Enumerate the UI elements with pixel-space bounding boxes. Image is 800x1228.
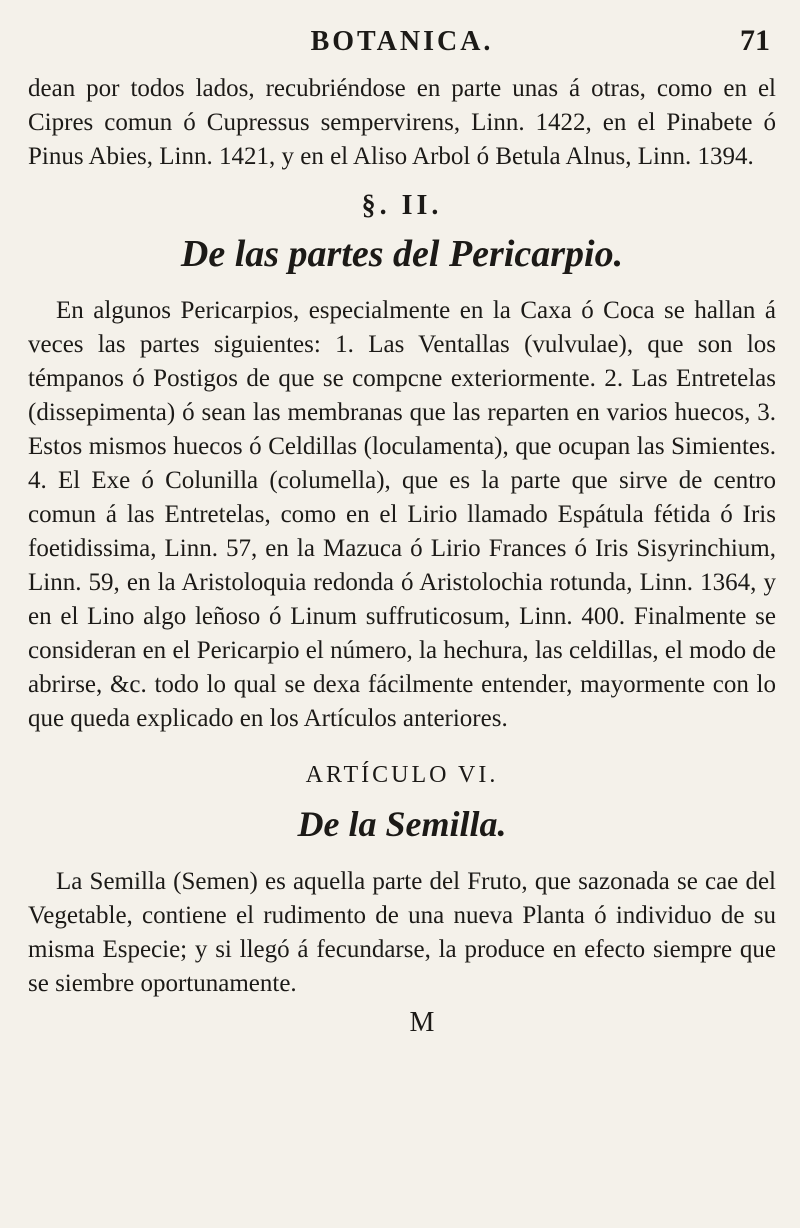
article-title: De la Semilla.: [297, 804, 507, 844]
page-number: 71: [740, 24, 770, 57]
book-page: [28, 18, 776, 1039]
section-mark: §. II.: [361, 190, 443, 221]
running-head: BOTANICA.: [310, 26, 494, 57]
article-mark: ARTÍCULO VI.: [305, 762, 499, 788]
article-paragraph: La Semilla (Semen) es aquella parte del Fruto, que sazonada se cae del Vegetable, contiene el rudimento de una nueva Planta ó individuo de su misma Especie; y si llegó á fecundarse, la produce en efecto siempre que se siembre oportunamente.: [28, 868, 776, 997]
section-title: De las partes del Pericarpio.: [180, 233, 624, 275]
section-paragraph: En algunos Pericarpios, especialmente en la Caxa ó Coca se hallan á veces las partes siguientes: 1. Las Ventallas (vulvulae), que son los témpanos ó Postigos de que se compcne exteriormente. 2. Las Entretelas (dissepimenta) ó sean las membranas que las reparten en varios huecos, 3. Estos mismos huecos ó Celdillas (loculamenta), que ocupan las Simientes. 4. El Exe ó Colunilla (columella), que es la parte que sirve de centro comun á las Entretelas, como en el Lirio llamado Espátula fétida ó Iris foetidissima, Linn. 57, en la Mazuca ó Lirio Frances ó Iris Sisyrinchium, Linn. 59, en la Aristoloquia redonda ó Aristolochia rotunda, Linn. 1364, y en el Lino algo leñoso ó Linum suffruticosum, Linn. 400. Finalmente se consideran en el Pericarpio el número, la hechura, las celdillas, el modo de abrirse, &c. todo lo qual se dexa fácilmente entender, mayormente con lo que queda explicado en los Artículos anteriores.: [28, 297, 776, 732]
signature-mark: M: [409, 1007, 435, 1038]
page-header: [28, 18, 776, 72]
intro-paragraph: dean por todos lados, recubriéndose en parte unas á otras, como en el Cipres comun ó Cupressus sempervirens, Linn. 1422, en el Pinabete ó Pinus Abies, Linn. 1421, y en el Aliso Arbol ó Betula Alnus, Linn. 1394.: [28, 75, 776, 170]
